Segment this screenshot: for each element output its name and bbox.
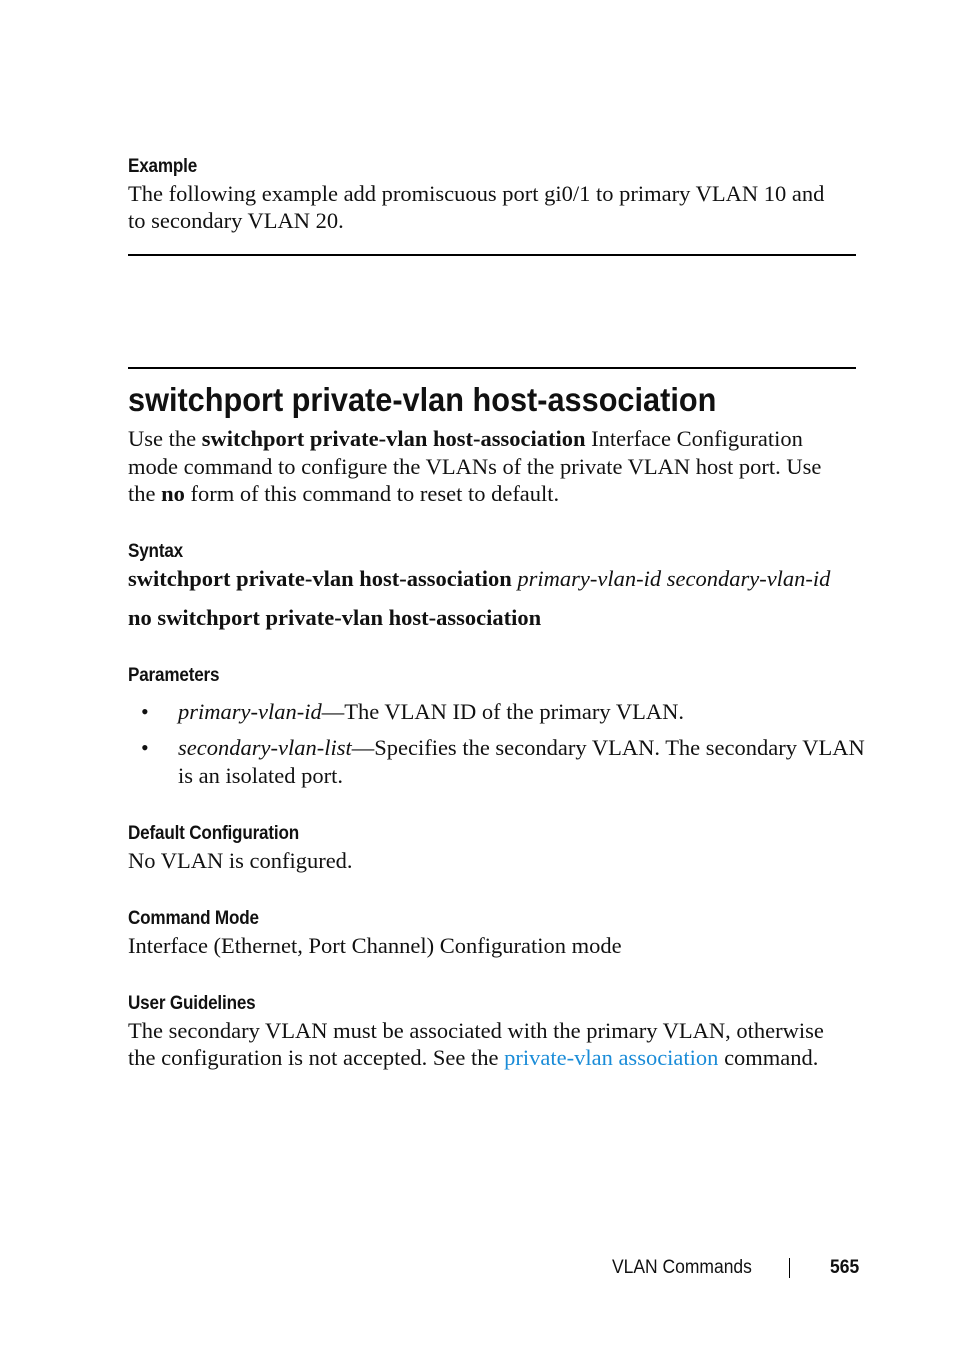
example-heading: Example (128, 156, 198, 177)
parameter-desc-cont: is an isolated port. (178, 763, 343, 788)
parameter-term: primary-vlan-id (178, 699, 322, 724)
intro-line-1 (128, 425, 803, 453)
bullet-icon: • (141, 735, 149, 760)
footer-section-name: VLAN Commands (612, 1257, 752, 1278)
user-guidelines-heading: User Guidelines (128, 993, 256, 1014)
intro-line-3 (128, 480, 559, 508)
command-mode-text: Interface (Ethernet, Port Channel) Configuration mode (128, 933, 622, 958)
intro-text: the (128, 481, 162, 506)
syntax-line-1 (128, 565, 830, 593)
guidelines-text: command. (718, 1045, 819, 1070)
parameter-item (178, 698, 684, 726)
syntax-args: primary-vlan-id secondary-vlan-id (517, 566, 831, 591)
user-guidelines-line-1: The secondary VLAN must be associated with the primary VLAN, otherwise (128, 1018, 824, 1043)
intro-text: Use the (128, 426, 202, 451)
bullet-icon: • (141, 699, 149, 724)
intro-text: Interface Configuration (585, 426, 803, 451)
command-mode-heading: Command Mode (128, 908, 259, 929)
section-divider-bottom (128, 254, 856, 256)
intro-no-keyword: no (161, 481, 185, 506)
section-divider-top (128, 367, 856, 369)
guidelines-text: the configuration is not accepted. See the (128, 1045, 505, 1070)
example-line-1: The following example add promiscuous port gi0/1 to primary VLAN 10 and (128, 181, 825, 206)
syntax-no-command: no switchport private-vlan host-association (128, 605, 542, 630)
intro-line-2: mode command to configure the VLANs of the private VLAN host port. Use (128, 454, 822, 479)
example-line-2: to secondary VLAN 20. (128, 208, 344, 233)
page-number: 565 (830, 1257, 860, 1278)
footer-separator (789, 1258, 790, 1278)
private-vlan-association-link[interactable]: private-vlan association (504, 1045, 719, 1070)
intro-text: form of this command to reset to default. (184, 481, 560, 506)
default-config-text: No VLAN is configured. (128, 848, 353, 873)
page-title: switchport private-vlan host-association (128, 381, 717, 418)
parameter-item (178, 734, 865, 762)
parameters-heading: Parameters (128, 665, 220, 686)
user-guidelines-line-2 (128, 1044, 818, 1072)
syntax-heading: Syntax (128, 541, 183, 562)
parameter-desc: —Specifies the secondary VLAN. The secondary VLAN (351, 735, 865, 760)
parameter-desc: —The VLAN ID of the primary VLAN. (321, 699, 684, 724)
syntax-command: switchport private-vlan host-association (128, 566, 512, 591)
intro-command: switchport private-vlan host-association (201, 426, 586, 451)
default-config-heading: Default Configuration (128, 823, 300, 844)
parameter-term: secondary-vlan-list (178, 735, 352, 760)
syntax-line-2 (128, 604, 541, 632)
